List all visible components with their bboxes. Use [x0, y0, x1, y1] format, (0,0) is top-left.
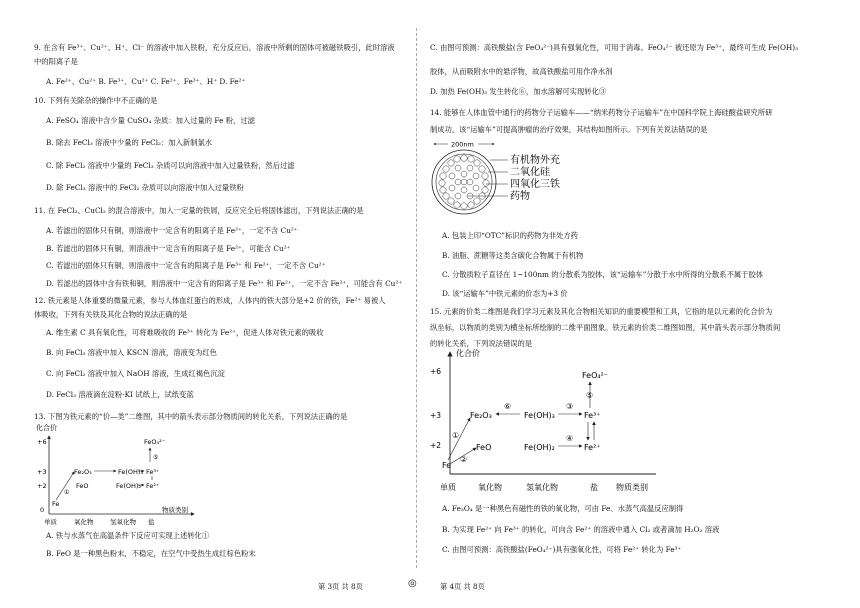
q14-option-b: B. 油脂、蔗糖等这类含碳化合物属于有机物 [442, 251, 584, 260]
q13-feoh2: Fe(OH)₂ [116, 482, 142, 490]
q9-options: A. Fe²⁺、Cu²⁺ B. Fe³⁺、Cu²⁺ C. Fe²⁺、Fe³⁺、H⁺ D. Fe²⁺ [46, 77, 246, 86]
q15-xcat-1: 氧化物 [478, 483, 502, 492]
q13-fe2: Fe²⁺ [146, 482, 160, 490]
q13-fe2o3: Fe₂O₃ [74, 468, 92, 476]
q9-stem-line2: 中的阳离子是 [34, 57, 78, 66]
q15-mark-6: ⑥ [504, 402, 512, 411]
q14-option-a: A. 包装上印“OTC”标识的药物为非处方药 [442, 231, 578, 240]
q13-option-a: A. 铁与水蒸气在高温条件下反应可实现上述转化① [46, 531, 210, 540]
q15-mark-5: ⑤ [586, 391, 594, 400]
q15-ytick-6: +6 [430, 367, 442, 376]
q15-option-c: C. 由图可预测：高铁酸盐(FeO₄²⁻)具有强氧化性，可将 Fe²⁺ 转化为 Fe³⁺ [442, 545, 682, 554]
q10-option-a: A. FeSO₄ 溶液中含少量 CuSO₄ 杂质：加入过量的 Fe 粉，过滤 [46, 116, 255, 125]
q11-option-b: B. 若滤出的固体只有铜，则溶液中一定含有的阳离子是 Fe²⁺，可能含 Cu²⁺ [46, 244, 291, 253]
label-drug: 药物 [510, 191, 530, 202]
q15-fe2o3: Fe₂O₃ [470, 411, 492, 420]
q15-feoh2: Fe(OH)₂ [524, 443, 555, 452]
q13-ytick-6: +6 [37, 438, 47, 446]
q13-xcat-3: 盐 [148, 518, 155, 526]
footer-left-page-number: 第 3页 共 8页 [318, 582, 363, 591]
q13-fe3: Fe³⁺ [146, 468, 160, 476]
q13-mark-1: ① [64, 489, 70, 496]
q13-ylabel: 化合价 [36, 424, 57, 432]
q13-xaxis-label: 物质类别 [162, 506, 188, 514]
q15-ylabel: 化合价 [456, 349, 480, 358]
q12-option-b: B. 向 FeCl₃ 溶液中加入 KSCN 溶液，溶液变为红色 [46, 348, 217, 357]
q12-stem-line1: 12. 铁元素是人体重要的微量元素，参与人体血红蛋白的形成，人体内的铁大部分是+2 价的铁，Fe²⁺ 易被人 [34, 296, 386, 305]
q12-stem-line2: 体吸收，下列有关铁及其化合物的说法正确的是 [34, 310, 188, 319]
q14-stem-line2: 制成功，该“运输车”可提高肿瘤的治疗效果，其结构如图所示。下列有关说法错误的是 [430, 125, 708, 134]
q13-xcat-2: 氢氧化物 [110, 518, 136, 526]
q11-stem: 11. 在 FeCl₃、CuCl₂ 的混合溶液中，加入一定量的铁屑，反应完全后将固体滤出，下列说法正确的是 [34, 206, 364, 215]
q15-ytick-3: +3 [430, 411, 442, 420]
q12-option-a: A. 维生素 C 具有氧化性，可将难吸收的 Fe³⁺ 转化为 Fe²⁺，促进人体对铁元素的吸收 [46, 328, 324, 337]
q11-option-a: A. 若滤出的固体只有铜，则溶液中一定含有的阳离子是 Fe²⁺，一定不含 Cu²⁺ [46, 226, 298, 235]
q13-feoh3: Fe(OH)₃ [118, 468, 144, 476]
q13-option-d: D. 加热 Fe(OH)₃ 发生转化⑥，加水溶解可实现转化③ [430, 87, 607, 96]
q13-mark-5: ⑤ [153, 454, 159, 461]
q15-xcat-0: 单质 [440, 483, 456, 492]
q13-ytick-2: +2 [37, 482, 47, 490]
q15-mark-4: ④ [566, 434, 574, 443]
binding-ring-icon: ◎ [408, 578, 417, 589]
q15-stem-line3: 的转化关系，下列说法错误的是 [430, 339, 533, 348]
q15-mark-1: ① [452, 431, 460, 440]
q15-option-a: A. Fe₃O₄ 是一种黑色有磁性的铁的氧化物，可由 Fe、水蒸气高温反应制得 [442, 504, 684, 513]
q11-option-c: C. 若滤出的固体只有铜，则溶液中一定含有的阳离子是 Fe³⁺ 和 Fe²⁺，一定不含 Cu²⁺ [46, 261, 326, 270]
q13-xcat-0: 单质 [44, 518, 57, 526]
q15-stem-line1: 15. 元素的价类二维图是我们学习元素及其化合物相关知识的重要模型和工具，它指的是以元素的化合价为 [430, 307, 773, 316]
q15-feo: FeO [476, 443, 492, 452]
q13-valence-diagram [34, 422, 224, 530]
label-fe3o4: 四氧化三铁 [510, 179, 560, 190]
q15-feoh3: Fe(OH)₃ [524, 411, 555, 420]
footer-right-page-number: 第 4页 共 8页 [440, 582, 485, 591]
q13-option-c-line1: C. 由图可预测：高铁酸盐(含 FeO₄²⁻)具有强氧化性，可用于消毒。FeO₄²⁻ 被还原为 Fe³⁺，最终可生成 Fe(OH)₃ [430, 43, 799, 52]
q13-stem: 13. 下图为铁元素的“价—类”二维图，其中的箭头表示部分物质间的转化关系，下列说法正确的是 [34, 412, 348, 421]
iron-oxide-spheres [439, 155, 489, 209]
label-organic-shell: 有机物外充 [510, 155, 560, 166]
q15-fe2: Fe²⁺ [584, 443, 601, 452]
q13-xcat-1: 氧化物 [74, 518, 94, 526]
q9-stem-line1: 9. 在含有 Fe³⁺、Cu²⁺、H⁺、Cl⁻ 的溶液中加入铁粉，充分反应后，溶液中所剩的固体可被磁铁吸引，此时溶液 [34, 43, 395, 52]
q13-ytick-3: +3 [37, 468, 47, 476]
nano-carrier-figure [430, 138, 600, 224]
q15-fe3: Fe³⁺ [584, 411, 601, 420]
q15-fe: Fe [442, 461, 452, 470]
q14-option-c: C. 分散质粒子直径在 1~100nm 的分散系为胶体，该“运输车”分散于水中所得的分散系不属于胶体 [442, 270, 764, 279]
q15-xcat-4: 物质类别 [616, 483, 648, 492]
q15-valence-diagram [430, 346, 670, 518]
outer-shell [432, 150, 496, 214]
q13-ytick-0: 0 [40, 506, 45, 514]
q14-option-d: D. 该“运输车”中铁元素的价态为+3 价 [442, 289, 568, 298]
q12-option-d: D. FeCl₃ 溶液滴在淀粉-KI 试纸上，试纸变蓝 [46, 390, 194, 399]
q15-xcat-3: 盐 [590, 483, 598, 492]
q15-option-b: B. 为实现 Fe²⁺ 向 Fe³⁺ 的转化，可向含 Fe²⁺ 的溶液中通入 Cl₂ 或者滴加 H₂O₂ 溶液 [442, 525, 720, 534]
q13-option-c-line2: 胶体，从而吸附水中的悬浮物，故高铁酸盐可用作净水剂 [430, 67, 613, 76]
q15-ytick-2: +2 [430, 441, 442, 450]
column-divider [416, 28, 417, 568]
q15-feo4: FeO₄²⁻ [582, 371, 609, 380]
q10-option-c: C. 除 FeCl₂ 溶液中少量的 FeCl₃ 杂质可以向溶液中加入过量铁粉，然后过滤 [46, 161, 295, 170]
q13-feo: FeO [76, 482, 89, 490]
label-silica: 二氧化硅 [510, 167, 550, 178]
q15-stem-line2: 纵坐标，以物质的类别为横坐标所绘制的二维平面图象。铁元素的价类二维图如图，其中箭头表示部分物质间 [430, 323, 781, 332]
size-label: 200nm [451, 140, 474, 149]
q13-feo4: FeO₄²⁻ [144, 438, 166, 446]
q14-stem-line1: 14. 能够在人体血管中通行的药物分子运输车——“纳米药物分子运输车”在中国科学院上海硅酸盐研究所研 [430, 108, 773, 117]
q10-option-b: B. 除去 FeCl₃ 溶液中少量的 FeCl₂：加入新制氯水 [46, 138, 213, 147]
q11-option-d: D. 若滤出的固体中含有铁和铜，则溶液中一定含有的阳离子是 Fe³⁺ 和 Fe²⁺，一定不含 Fe²⁺，可能含有 Cu²⁺ [46, 279, 403, 288]
q13-fe: Fe [52, 500, 60, 508]
q15-mark-2: ② [460, 455, 468, 464]
silica-shell [436, 154, 492, 210]
q10-option-d: D. 除 FeCl₃ 溶液中的 FeCl₂ 杂质可以向溶液中加入过量铁粉 [46, 183, 244, 192]
q10-stem: 10. 下列有关除杂的操作中不正确的是 [34, 96, 158, 105]
q15-xcat-2: 氢氧化物 [526, 483, 558, 492]
q15-mark-3: ③ [566, 402, 574, 411]
q12-option-c: C. 向 FeCl₂ 溶液中加入 NaOH 溶液，生成红褐色沉淀 [46, 369, 225, 378]
q13-option-b: B. FeO 是一种黑色粉末，不稳定，在空气中受热生成红棕色粉末 [46, 549, 256, 558]
